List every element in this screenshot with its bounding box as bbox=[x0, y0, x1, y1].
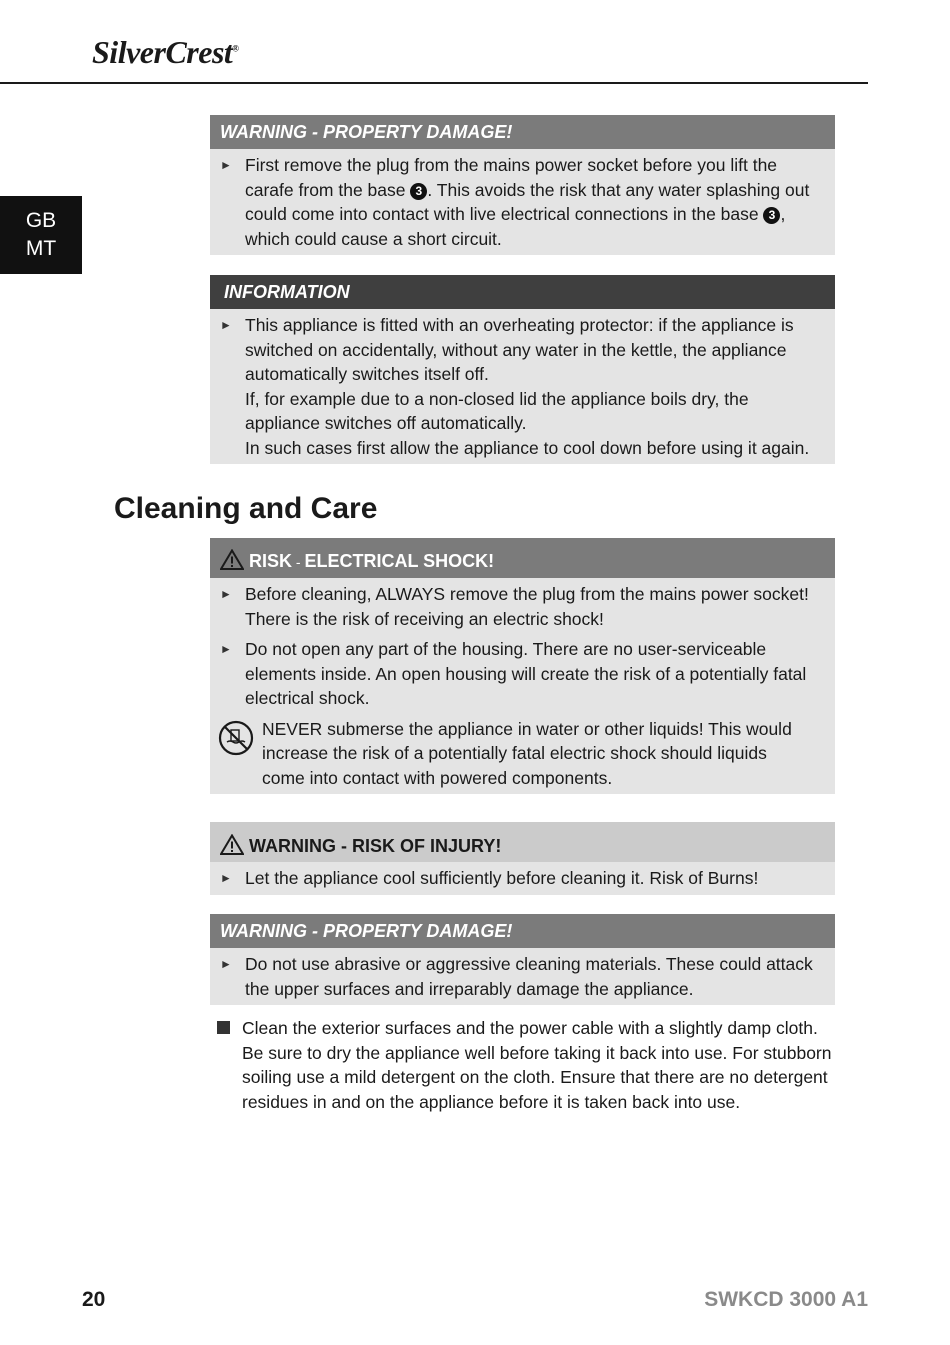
item-text: Do not open any part of the housing. There are no user-serviceable elements inside. An open housing will create the risk of a potentially fatal electrical shock. bbox=[245, 639, 807, 708]
warning-property-damage-box-2 bbox=[210, 914, 835, 1005]
information-item bbox=[210, 313, 835, 460]
item-text: Before cleaning, ALWAYS remove the plug from the mains power socket! There is the risk of receiving an electric shock! bbox=[245, 584, 809, 629]
warning-item bbox=[210, 952, 835, 1001]
warning-triangle-icon bbox=[220, 834, 244, 855]
box-title bbox=[210, 822, 835, 862]
box-title: WARNING - PROPERTY DAMAGE! bbox=[210, 115, 835, 149]
brand-logo bbox=[92, 34, 239, 71]
triangle-right-icon: ► bbox=[220, 158, 232, 172]
box-title bbox=[210, 538, 835, 578]
risk-item bbox=[210, 637, 835, 711]
information-box bbox=[210, 275, 835, 464]
language-tab-gb: GB bbox=[25, 209, 57, 232]
square-bullet-icon bbox=[217, 1021, 230, 1034]
model-number: SWKCD 3000 A1 bbox=[704, 1288, 868, 1311]
box-title-text: WARNING - RISK OF INJURY! bbox=[249, 836, 502, 856]
triangle-right-icon: ► bbox=[220, 587, 232, 601]
item-text: , which could cause a short circuit. bbox=[245, 204, 786, 249]
cleaning-instruction-text: Clean the exterior surfaces and the power cable with a slightly damp cloth. Be sure to dry the appliance well before taking it back into use. For stubborn soiling use a mild detergent on the cloth. Ensure that there are no detergent residues in and on the appliance before it is taken back into use. bbox=[242, 1018, 832, 1112]
triangle-right-icon: ► bbox=[220, 871, 232, 885]
item-text: Do not use abrasive or aggressive cleaning materials. These could attack the upper surfaces and irreparably damage the appliance. bbox=[245, 954, 813, 999]
part-number-badge: 3 bbox=[410, 183, 427, 200]
no-immersion-icon bbox=[218, 720, 254, 756]
part-number-badge: 3 bbox=[763, 207, 780, 224]
page-number: 20 bbox=[82, 1288, 106, 1311]
registered-mark: ® bbox=[232, 43, 239, 54]
risk-electrical-shock-box bbox=[210, 538, 835, 794]
warning-risk-of-injury-box bbox=[210, 822, 835, 895]
no-immersion-note bbox=[210, 717, 835, 791]
information-line: If, for example due to a non-closed lid the appliance boils dry, the appliance switches off automatically. bbox=[245, 388, 749, 433]
no-immersion-text: NEVER submerse the appliance in water or other liquids! This would increase the risk of a potentially fatal electric shock should liquids come into contact with powered components. bbox=[262, 718, 792, 788]
injury-item bbox=[210, 866, 835, 891]
box-title: INFORMATION bbox=[210, 275, 835, 309]
brand-name: SilverCrest bbox=[92, 34, 233, 70]
risk-label: RISK bbox=[249, 551, 293, 571]
item-text: First remove the plug from the mains power socket before you lift the carafe from the base bbox=[245, 155, 778, 200]
information-line: This appliance is fitted with an overheating protector: if the appliance is switched on accidentally, without any water in the kettle, the appliance automatically switches itself off. bbox=[245, 315, 794, 384]
information-line: In such cases first allow the appliance to cool down before using it again. bbox=[245, 437, 810, 458]
warning-property-damage-box bbox=[210, 115, 835, 255]
triangle-right-icon: ► bbox=[220, 318, 232, 332]
triangle-right-icon: ► bbox=[220, 957, 232, 971]
warning-triangle-icon bbox=[220, 549, 244, 570]
risk-item bbox=[210, 582, 835, 631]
language-tab bbox=[0, 196, 82, 274]
risk-type: ELECTRICAL SHOCK! bbox=[304, 551, 495, 571]
warning-item bbox=[210, 153, 835, 251]
item-text: . This avoids the risk that any water splashing out could come into contact with live electrical connections in the base bbox=[245, 179, 810, 224]
box-title: WARNING - PROPERTY DAMAGE! bbox=[210, 914, 835, 948]
title-separator: - bbox=[292, 554, 305, 570]
section-title: Cleaning and Care bbox=[114, 492, 378, 525]
header-divider bbox=[0, 82, 868, 84]
triangle-right-icon: ► bbox=[220, 642, 232, 656]
language-tab-mt: MT bbox=[25, 237, 57, 260]
cleaning-instruction bbox=[217, 1016, 837, 1114]
item-text: Let the appliance cool sufficiently before cleaning it. Risk of Burns! bbox=[245, 868, 759, 888]
